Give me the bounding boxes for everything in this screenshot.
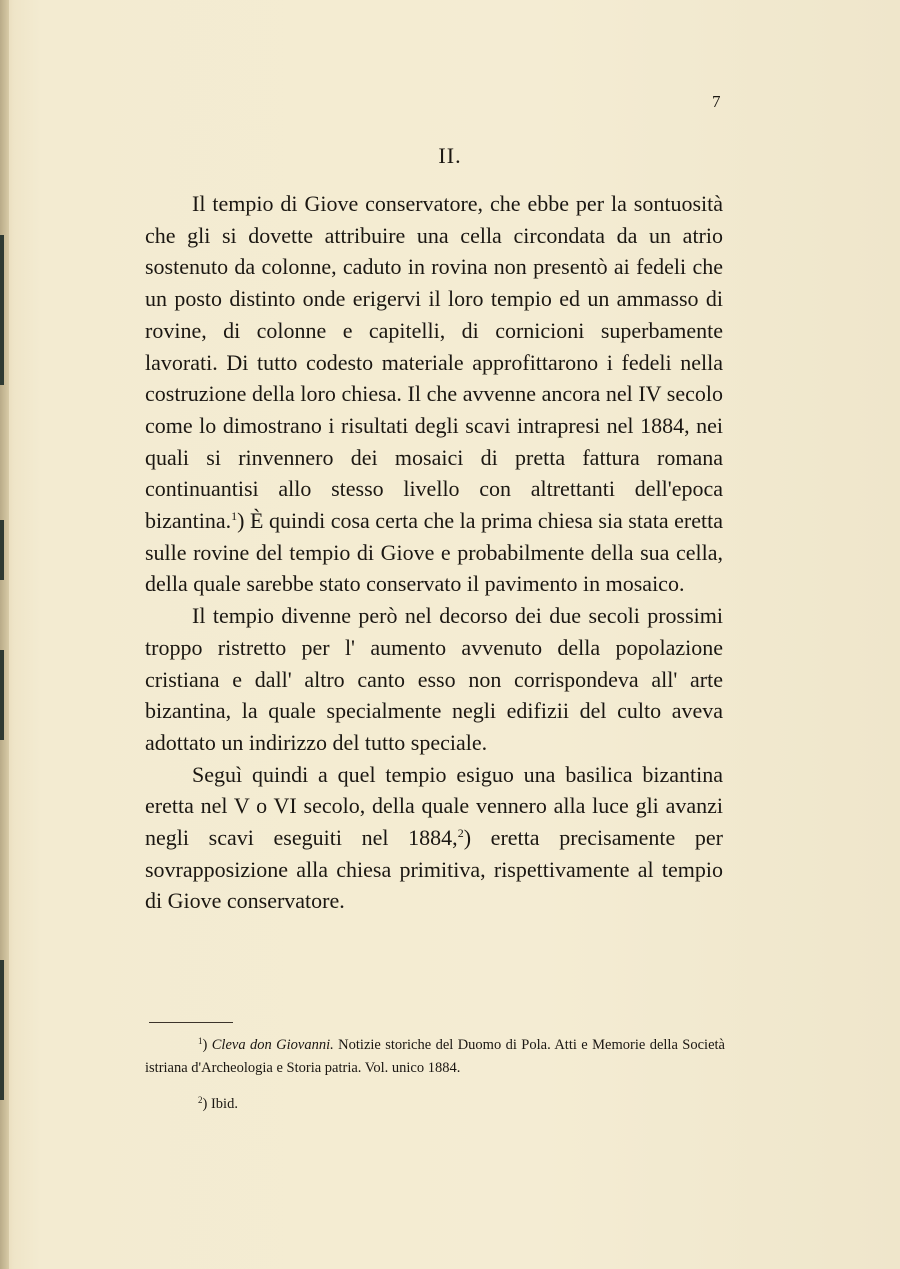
- paragraph-text: Seguì quindi a quel tempio esiguo una basilica bizantina eretta nel V o VI secolo, della quale vennero alla luce gli avanzi negli scavi eseguiti nel 1884,: [145, 761, 723, 851]
- footnote-reference: 1: [231, 509, 238, 524]
- footnote: $^1$) Cleva don Giovanni. Notizie storiche del Duomo di Pola. Atti e Memorie della Società istriana d'Archeologia e Storia patria. Vol. unico 1884.: [145, 1036, 725, 1076]
- footnote-author: Cleva don Giovanni.: [211, 1037, 334, 1053]
- page-number: 7: [712, 92, 721, 111]
- footnote: $^2$) Ibid.: [198, 1095, 238, 1112]
- paragraph-text: ) È quindi cosa certa che la prima chiesa sia stata eretta sulle rovine del tempio di Giove e probabilmente della sua cella, della quale sarebbe stato conservato il pavimento in mosaico.: [145, 508, 723, 597]
- body-text: [145, 188, 723, 917]
- binding-mark: [0, 520, 4, 580]
- footnote-marker: 1: [198, 1036, 203, 1046]
- binding-mark: [0, 235, 4, 385]
- binding-mark: [0, 960, 4, 1100]
- paragraph-text: ) eretta precisamente per sovrapposizione alla chiesa primitiva, rispettivamente al tempio di Giove conservatore.: [145, 825, 724, 914]
- paragraph: [145, 759, 723, 918]
- chapter-heading: II.: [438, 143, 462, 168]
- paragraph-text: Il tempio di Giove conservatore, che ebbe per la sontuosità che gli si dovette attribuire una cella circondata da un atrio sostenuto da colonne, caduto in rovina non presentò ai fedeli che un posto distinto onde erigervi il loro tempio ed un ammasso di rovine, di colonne e capitelli, di cornicioni superbamente lavorati. Di tutto codesto materiale approfittarono i fedeli nella costruzione della loro chiesa. Il che avvenne ancora nel IV secolo come lo dimostrano i risultati degli scavi intrapresi nel 1884, nei quali si rinvennero dei mosaici di pretta fattura romana continuantisi allo stesso livello con altrettanti dell'epoca bizantina.: [145, 191, 723, 534]
- footnote-marker: 2: [198, 1095, 203, 1105]
- footnote-divider: [149, 1022, 233, 1023]
- footnote-text: Ibid.: [210, 1096, 238, 1112]
- paragraph: Il tempio divenne però nel decorso dei due secoli prossimi troppo ristretto per l' aumento avvenuto della popolazione cristiana e dall' altro canto esso non corrispondeva all' arte bizantina, la quale specialmente negli edifizii del culto aveva adottato un indirizzo del tutto speciale.: [145, 603, 723, 755]
- footnote-reference: 2: [457, 826, 464, 841]
- footnotes: [145, 1030, 725, 1116]
- paragraph: [145, 188, 723, 600]
- binding-mark: [0, 650, 4, 740]
- footnote-text: Notizie storiche del Duomo di Pola. Atti e Memorie della Società istriana d'Archeologia e Storia patria. Vol. unico 1884.: [145, 1037, 725, 1076]
